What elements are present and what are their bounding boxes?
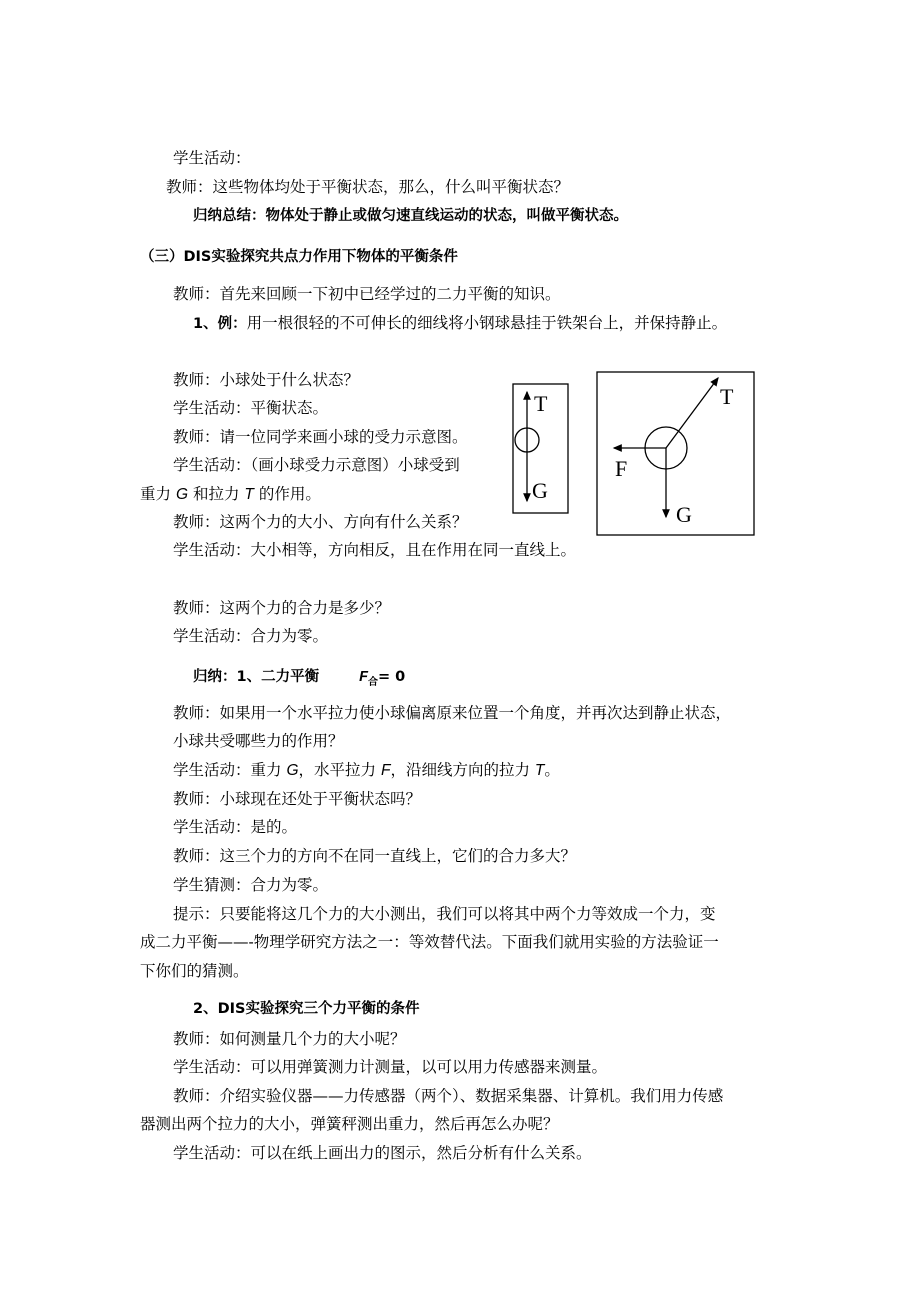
hint-line-3: 下你们的猜测。 bbox=[140, 962, 249, 980]
line-11 bbox=[140, 484, 321, 505]
line-11-a: 重力 bbox=[140, 485, 172, 503]
symbol-t: T bbox=[534, 762, 545, 779]
line-11-b: 和拉力 bbox=[192, 485, 240, 503]
line-19-b: ，水平拉力 bbox=[298, 761, 377, 779]
line-14: 教师：这两个力的合力是多少？ bbox=[173, 599, 391, 617]
line-20: 教师：小球现在还处于平衡状态吗？ bbox=[173, 790, 422, 808]
line-10: 学生活动：（画小球受力示意图）小球受到 bbox=[173, 456, 460, 474]
equals-zero: = 0 bbox=[377, 669, 406, 685]
example-1 bbox=[193, 313, 727, 334]
summary-definition: 归纳总结：物体处于静止或做匀速直线运动的状态，叫做平衡状态。 bbox=[193, 208, 628, 224]
line-19-a: 学生活动：重力 bbox=[173, 761, 282, 779]
symbol-f: F bbox=[380, 762, 391, 779]
line-32: 学生活动：可以在纸上画出力的图示，然后分析有什么关系。 bbox=[173, 1144, 592, 1162]
symbol-f-net: F bbox=[359, 669, 368, 685]
line-7: 教师：小球处于什么状态？ bbox=[173, 371, 360, 389]
line-29: 学生活动：可以用弹簧测力计测量，以可以用力传感器来测量。 bbox=[173, 1058, 608, 1076]
figure-three-force-diagram bbox=[596, 371, 756, 537]
line-11-c: 的作用。 bbox=[258, 485, 321, 503]
subscript-net: 合 bbox=[367, 677, 378, 688]
symbol-t: T bbox=[244, 486, 254, 503]
example-1-label: 1、例： bbox=[193, 316, 247, 332]
label-g: G bbox=[532, 478, 548, 503]
line-18: 小球共受哪些力的作用？ bbox=[173, 732, 344, 750]
line-17: 教师：如果用一个水平拉力使小球偏离原来位置一个角度，并再次达到静止状态， bbox=[173, 704, 732, 722]
line-5: 教师：首先来回顾一下初中已经学过的二力平衡的知识。 bbox=[173, 285, 561, 303]
line-21: 学生活动：是的。 bbox=[173, 818, 298, 836]
line-28: 教师：如何测量几个力的大小呢？ bbox=[173, 1030, 406, 1048]
symbol-g: G bbox=[286, 762, 299, 779]
symbol-g: G bbox=[175, 486, 189, 503]
line-19 bbox=[173, 760, 560, 781]
figure-two-force-diagram bbox=[512, 383, 570, 515]
line-2: 教师：这些物体均处于平衡状态，那么，什么叫平衡状态？ bbox=[166, 178, 570, 196]
line-13: 学生活动：大小相等，方向相反，且在作用在同一直线上。 bbox=[173, 541, 577, 559]
line-1: 学生活动： bbox=[173, 149, 251, 167]
example-1-text: 用一根很轻的不可伸长的细线将小钢球悬挂于铁架台上，并保持静止。 bbox=[246, 314, 728, 332]
line-31: 器测出两个拉力的大小，弹簧秤测出重力，然后再怎么办呢？ bbox=[140, 1115, 559, 1133]
line-22: 教师：这三个力的方向不在同一直线上，它们的合力多大？ bbox=[173, 847, 577, 865]
line-15: 学生活动：合力为零。 bbox=[173, 627, 329, 645]
hint-line-2: 成二力平衡——-物理学研究方法之一：等效替代法。下面我们就用实验的方法验证一 bbox=[140, 933, 719, 951]
label-g: G bbox=[676, 502, 692, 527]
line-19-d: 。 bbox=[544, 761, 560, 779]
label-t: T bbox=[720, 384, 734, 409]
line-8: 学生活动：平衡状态。 bbox=[173, 399, 329, 417]
label-t: T bbox=[534, 391, 548, 416]
section-heading-3: （三）DIS实验探究共点力作用下物体的平衡条件 bbox=[140, 249, 458, 265]
line-30: 教师：介绍实验仪器——力传感器（两个）、数据采集器、计算机。我们用力传感 bbox=[173, 1087, 724, 1105]
tension-arrow bbox=[666, 378, 718, 448]
line-19-c: ，沿细线方向的拉力 bbox=[390, 761, 530, 779]
line-23: 学生猜测：合力为零。 bbox=[173, 876, 329, 894]
line-12: 教师：这两个力的大小、方向有什么关系？ bbox=[173, 513, 468, 531]
line-9: 教师：请一位同学来画小球的受力示意图。 bbox=[173, 428, 468, 446]
conclusion-label: 归纳：1、二力平衡 bbox=[193, 669, 320, 685]
label-f: F bbox=[615, 456, 628, 481]
section-heading-2: 2、DIS实验探究三个力平衡的条件 bbox=[193, 1001, 420, 1017]
conclusion-two-force bbox=[193, 667, 405, 689]
hint-line-1: 提示：只要能将这几个力的大小测出，我们可以将其中两个力等效成一个力，变 bbox=[173, 905, 716, 923]
